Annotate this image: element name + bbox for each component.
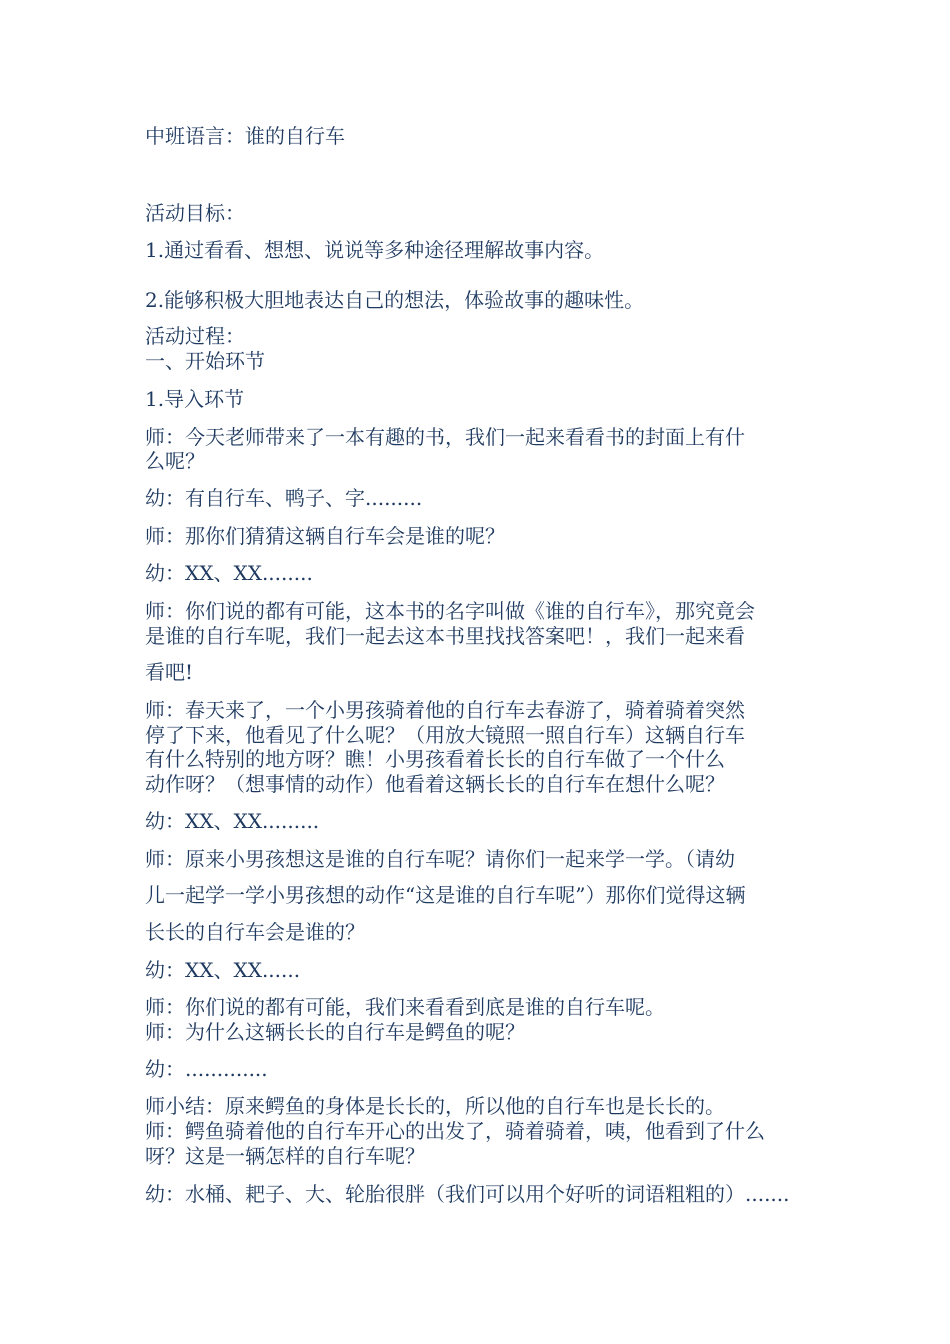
dialogue-line: 儿一起学一学小男孩想的动作“这是谁的自行车呢”）那你们觉得这辆 [145,883,746,907]
section-heading-process: 活动过程： [145,324,245,348]
dialogue-line: 是谁的自行车呢，我们一起去这本书里找找答案吧！，我们一起来看 [145,624,745,648]
dialogue-line: 动作呀？（想事情的动作）他看着这辆长长的自行车在想什么呢？ [145,772,725,796]
goal-item-1: 1.通过看看、想想、说说等多种途径理解故事内容。 [145,238,605,262]
dialogue-line: 师：那你们猜猜这辆自行车会是谁的呢？ [145,524,505,548]
dialogue-line: 幼：XX、XX........ [145,561,313,585]
dialogue-line: 长长的自行车会是谁的？ [145,920,365,944]
section-heading-goals: 活动目标： [145,201,245,225]
dialogue-line: 呀？这是一辆怎样的自行车呢？ [145,1144,425,1168]
dialogue-line: 幼：水桶、耙子、大、轮胎很胖（我们可以用个好听的词语粗粗的）....... [145,1182,790,1206]
dialogue-line: 师：今天老师带来了一本有趣的书，我们一起来看看书的封面上有什 [145,425,745,449]
dialogue-line: 幼：XX、XX...... [145,958,301,982]
dialogue-line: 师：你们说的都有可能，这本书的名字叫做《谁的自行车》，那究竟会 [145,599,755,623]
dialogue-line: 师：你们说的都有可能，我们来看看到底是谁的自行车呢。 [145,995,665,1019]
dialogue-line: 看吧! [145,660,194,684]
goal-item-2: 2.能够积极大胆地表达自己的想法，体验故事的趣味性。 [145,288,645,312]
dialogue-line: 师：为什么这辆长长的自行车是鳄鱼的呢？ [145,1020,525,1044]
subsection-heading: 一、开始环节 [145,349,265,373]
dialogue-line: 师：原来小男孩想这是谁的自行车呢？请你们一起来学一学。（请幼 [145,847,735,871]
dialogue-line: 幼：XX、XX......... [145,809,320,833]
step-heading: 1.导入环节 [145,387,245,411]
dialogue-line: 师：春天来了，一个小男孩骑着他的自行车去春游了，骑着骑着突然 [145,698,745,722]
dialogue-line: 师：鳄鱼骑着他的自行车开心的出发了，骑着骑着，咦，他看到了什么 [145,1119,765,1143]
summary-line: 师小结：原来鳄鱼的身体是长长的，所以他的自行车也是长长的。 [145,1094,725,1118]
dialogue-line: 么呢？ [145,449,205,473]
dialogue-line: 幼：有自行车、鸭子、字......... [145,486,423,510]
dialogue-line: 停了下来，他看见了什么呢？（用放大镜照一照自行车）这辆自行车 [145,723,745,747]
dialogue-line: 有什么特别的地方呀？瞧！小男孩看着长长的自行车做了一个什么 [145,747,725,771]
dialogue-line: 幼：............. [145,1057,268,1081]
document-title: 中班语言：谁的自行车 [145,124,345,148]
